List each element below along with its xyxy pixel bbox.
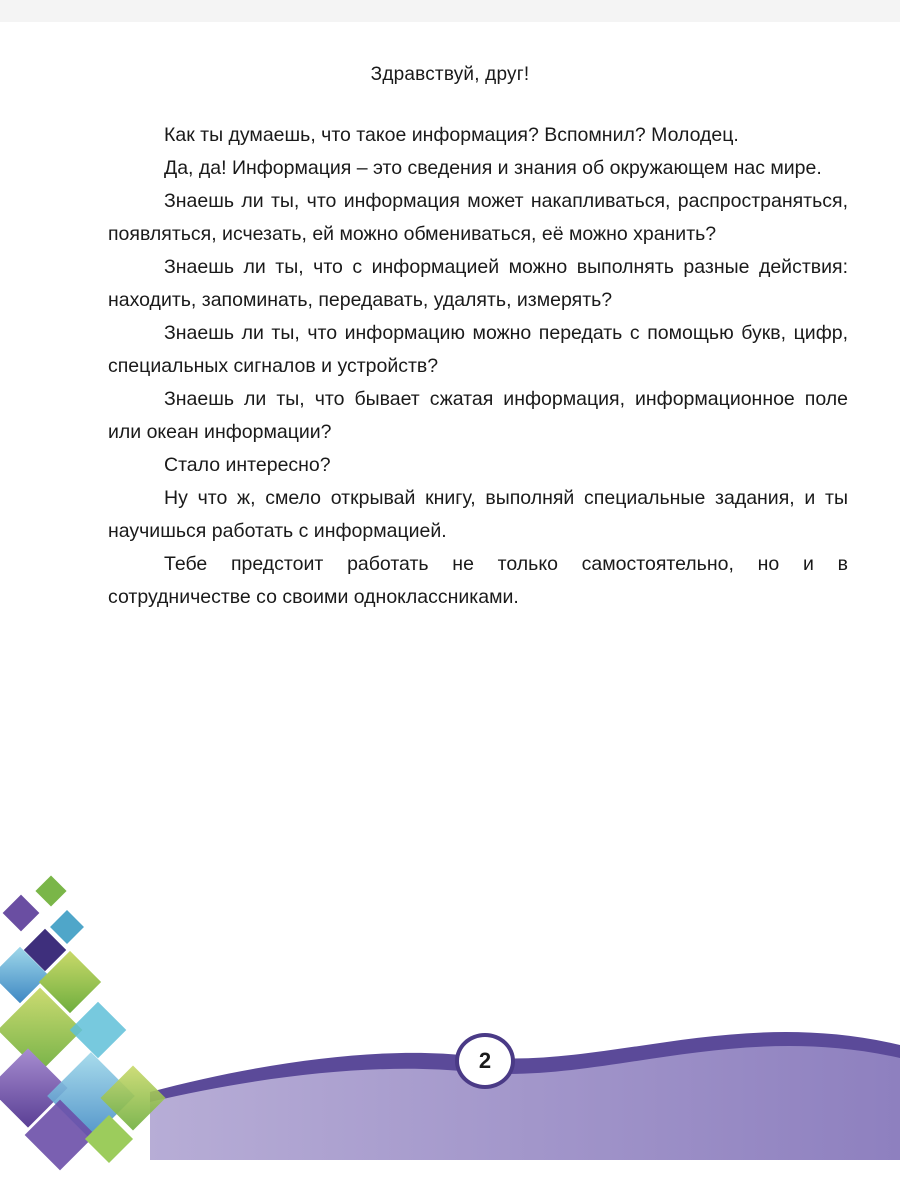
paragraph: Да, да! Информация – это сведения и знания об окружающем нас мире. bbox=[164, 157, 822, 179]
paragraph: Ну что ж, смело открывай книгу, выполняй специальные задания, и ты научишься работать с информацией. bbox=[108, 487, 848, 542]
paragraph: Знаешь ли ты, что бывает сжатая информация, информационное поле или океан информации? bbox=[108, 388, 848, 443]
paragraph: Знаешь ли ты, что информация может накапливаться, распространяться, появляться, исчезать, ей можно обмениваться, её можно хранить? bbox=[108, 190, 848, 245]
mosaic-squares-decoration bbox=[0, 875, 166, 1170]
page-top-strip bbox=[0, 0, 900, 22]
paragraph: Знаешь ли ты, что с информацией можно выполнять разные действия: находить, запоминать, передавать, удалять, измерять? bbox=[108, 256, 848, 311]
paragraph: Как ты думаешь, что такое информация? Вспомнил? Молодец. bbox=[164, 124, 739, 146]
paragraph: Знаешь ли ты, что информацию можно передать с помощью букв, цифр, специальных сигналов и устройств? bbox=[108, 322, 848, 377]
page-number: 2 bbox=[478, 1048, 492, 1073]
page-number-badge bbox=[455, 1033, 515, 1089]
footer-decoration bbox=[0, 860, 900, 1200]
greeting-heading: Здравствуй, друг! bbox=[370, 64, 530, 85]
body-text bbox=[108, 119, 848, 614]
paragraph: Стало интересно? bbox=[164, 454, 331, 476]
paragraph: Тебе предстоит работать не только самостоятельно, но и в сотрудничестве со своими одноклассниками. bbox=[108, 553, 848, 608]
